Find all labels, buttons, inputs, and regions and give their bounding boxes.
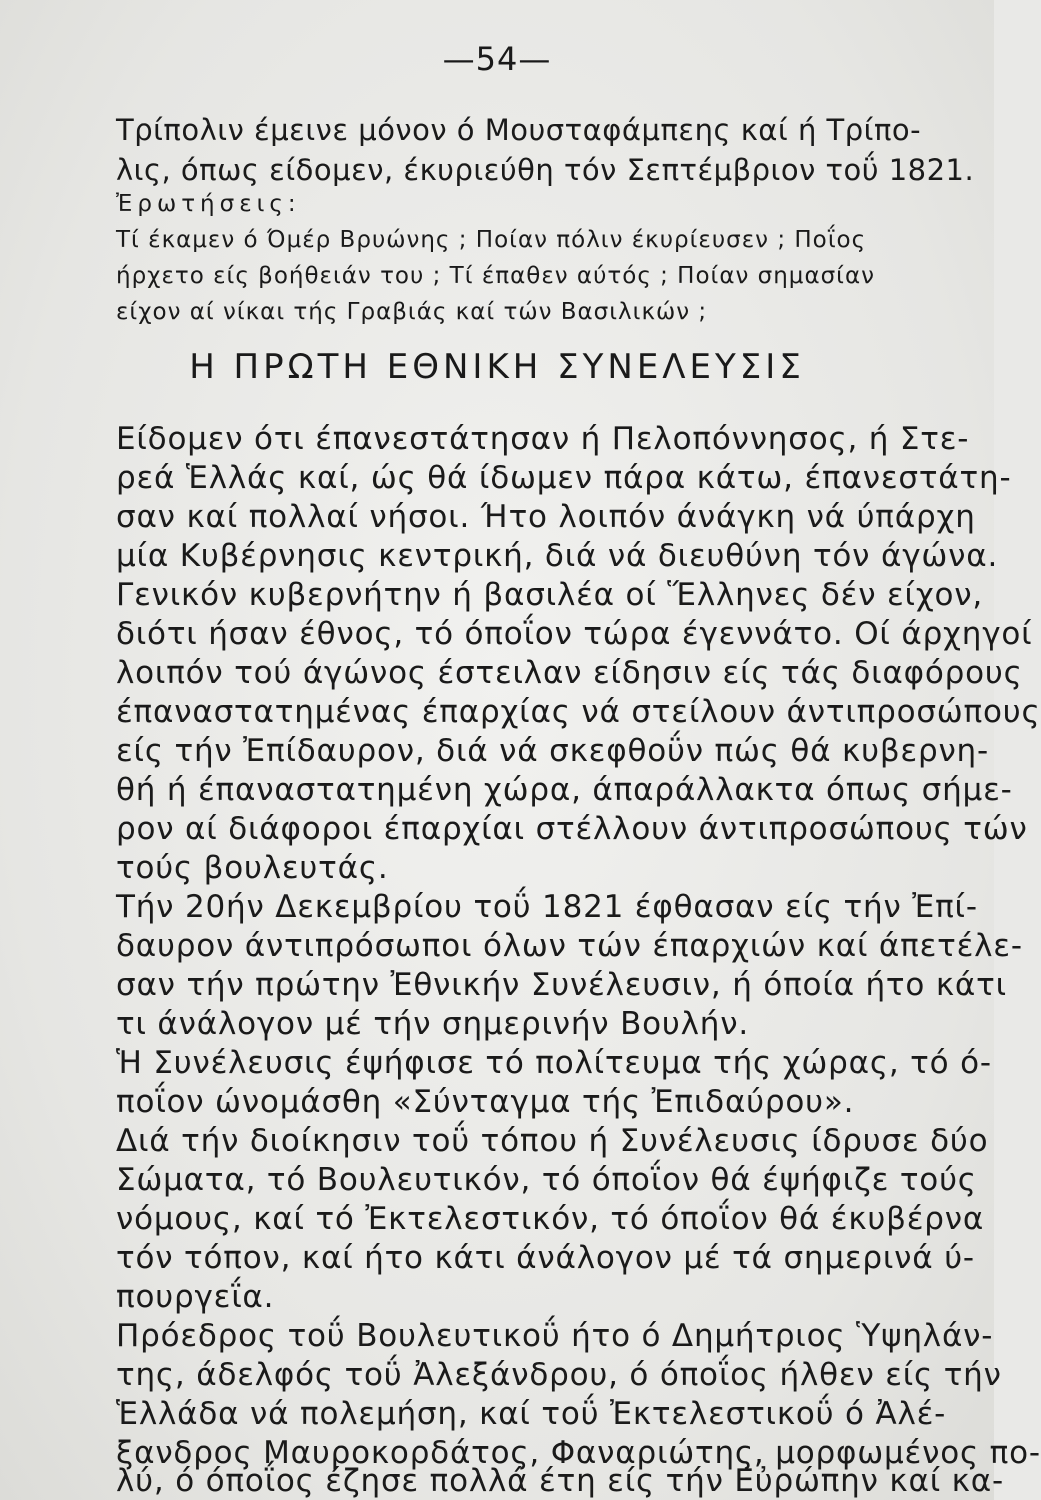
text-line: διότι ήσαν έθνος, τό όποΐον τώρα έγεννάτο. Οί άρχηγοί [116,616,1033,652]
text-line: τι άνάλογον μέ τήν σημερινήν Βουλήν. [116,1006,750,1042]
section-heading: Η ΠΡΩΤΗ ΕΘΝΙΚΗ ΣΥΝΕΛΕΥΣΙΣ [189,347,805,387]
text-line: πουργεΐα. [116,1279,275,1315]
text-line: λοιπόν τού άγώνος έστειλαν είδησιν είς τάς διαφόρους [116,655,1023,691]
text-line: Γενικόν κυβερνήτην ή βασιλέα οί Ἕλληνες δέν είχον, [116,577,984,613]
question-line: είχον αί νίκαι τής Γραβιάς καί τών Βασιλικών ; [116,299,708,325]
text-line: σαν καί πολλαί νήσοι. Ήτο λοιπόν άνάγκη νά ύπάρχη [116,499,976,535]
text-line: τούς βουλευτάς. [116,850,389,886]
text-line: λύ, ό όποΐος έζησε πολλά έτη είς τήν Εὐρώπην καί κα- [116,1463,1004,1499]
text-line: της, άδελφός τοΰ Ἀλεξάνδρου, ό όποΐος ήλθεν είς τήν [116,1357,1002,1393]
text-line: μία Κυβέρνησις κεντρική, διά νά διευθύνη τόν άγώνα. [116,538,999,574]
text-line: Διά τήν διοίκησιν τοΰ τόπου ή Συνέλευσις ίδρυσε δύο [116,1123,989,1159]
text-line: σαν τήν πρώτην Ἐθνικήν Συνέλευσιν, ή όποία ήτο κάτι [116,967,1007,1003]
text-line: Σώματα, τό Βουλευτικόν, τό όποΐον θά έψήφιζε τούς [116,1162,977,1198]
text-line: ρον αί διάφοροι έπαρχίαι στέλλουν άντιπροσώπους τών [116,811,1028,847]
text-line: Ἡ Συνέλευσις έψήφισε τό πολίτευμα τής χώρας, τό ό- [116,1045,992,1081]
text-line: ξανδρος Μαυροκορδάτος, Φαναριώτης, μορφωμένος πο- [116,1435,1041,1471]
text-line: έπαναστατημένας έπαρχίας νά στείλουν άντιπροσώπους [116,694,1041,730]
question-line: ήρχετο είς βοήθειάν του ; Τί έπαθεν αύτός ; Ποίαν σημασίαν [116,263,875,289]
text-line: Τρίπολιν έμεινε μόνον ό Μουσταφάμπεης καί ή Τρίπο- [116,113,922,147]
text-line: Είδομεν ότι έπανεστάτησαν ή Πελοπόννησος, ή Στε- [116,421,970,457]
text-line: δαυρον άντιπρόσωποι όλων τών έπαρχιών καί άπετέλε- [116,928,1023,964]
text-line: λις, όπως είδομεν, έκυριεύθη τόν Σεπτέμβριον τοΰ 1821. [116,153,975,187]
text-line: ποΐον ώνομάσθη «Σύνταγμα τής Ἐπιδαύρου». [116,1084,855,1120]
text-line: θή ή έπαναστατημένη χώρα, άπαράλλακτα όπως σήμε- [116,772,1013,808]
text-line: νόμους, καί τό Ἐκτελεστικόν, τό όποΐον θά έκυβέρνα [116,1201,985,1237]
text-line: ρεά Ἑλλάς καί, ώς θά ίδωμεν πάρα κάτω, έπανεστάτη- [116,460,1012,496]
text-line: Ἑλλάδα νά πολεμήση, καί τοΰ Ἐκτελεστικοΰ ό Ἀλέ- [116,1396,947,1432]
page-number: —54— [442,40,552,78]
question-line: Τί έκαμεν ό Όμέρ Βρυώνης ; Ποίαν πόλιν έκυρίευσεν ; Ποΐος [116,227,867,253]
text-line: τόν τόπον, καί ήτο κάτι άνάλογον μέ τά σημερινά ύ- [116,1240,975,1276]
questions-label: Ἐρωτήσεις: [116,191,301,217]
text-line: είς τήν Ἐπίδαυρον, διά νά σκεφθοΰν πώς θά κυβερνη- [116,733,989,769]
text-line: Τήν 20ήν Δεκεμβρίου τοΰ 1821 έφθασαν είς τήν Ἐπί- [116,889,978,925]
text-line: Πρόεδρος τοΰ Βουλευτικοΰ ήτο ό Δημήτριος Ὑψηλάν- [116,1318,994,1354]
